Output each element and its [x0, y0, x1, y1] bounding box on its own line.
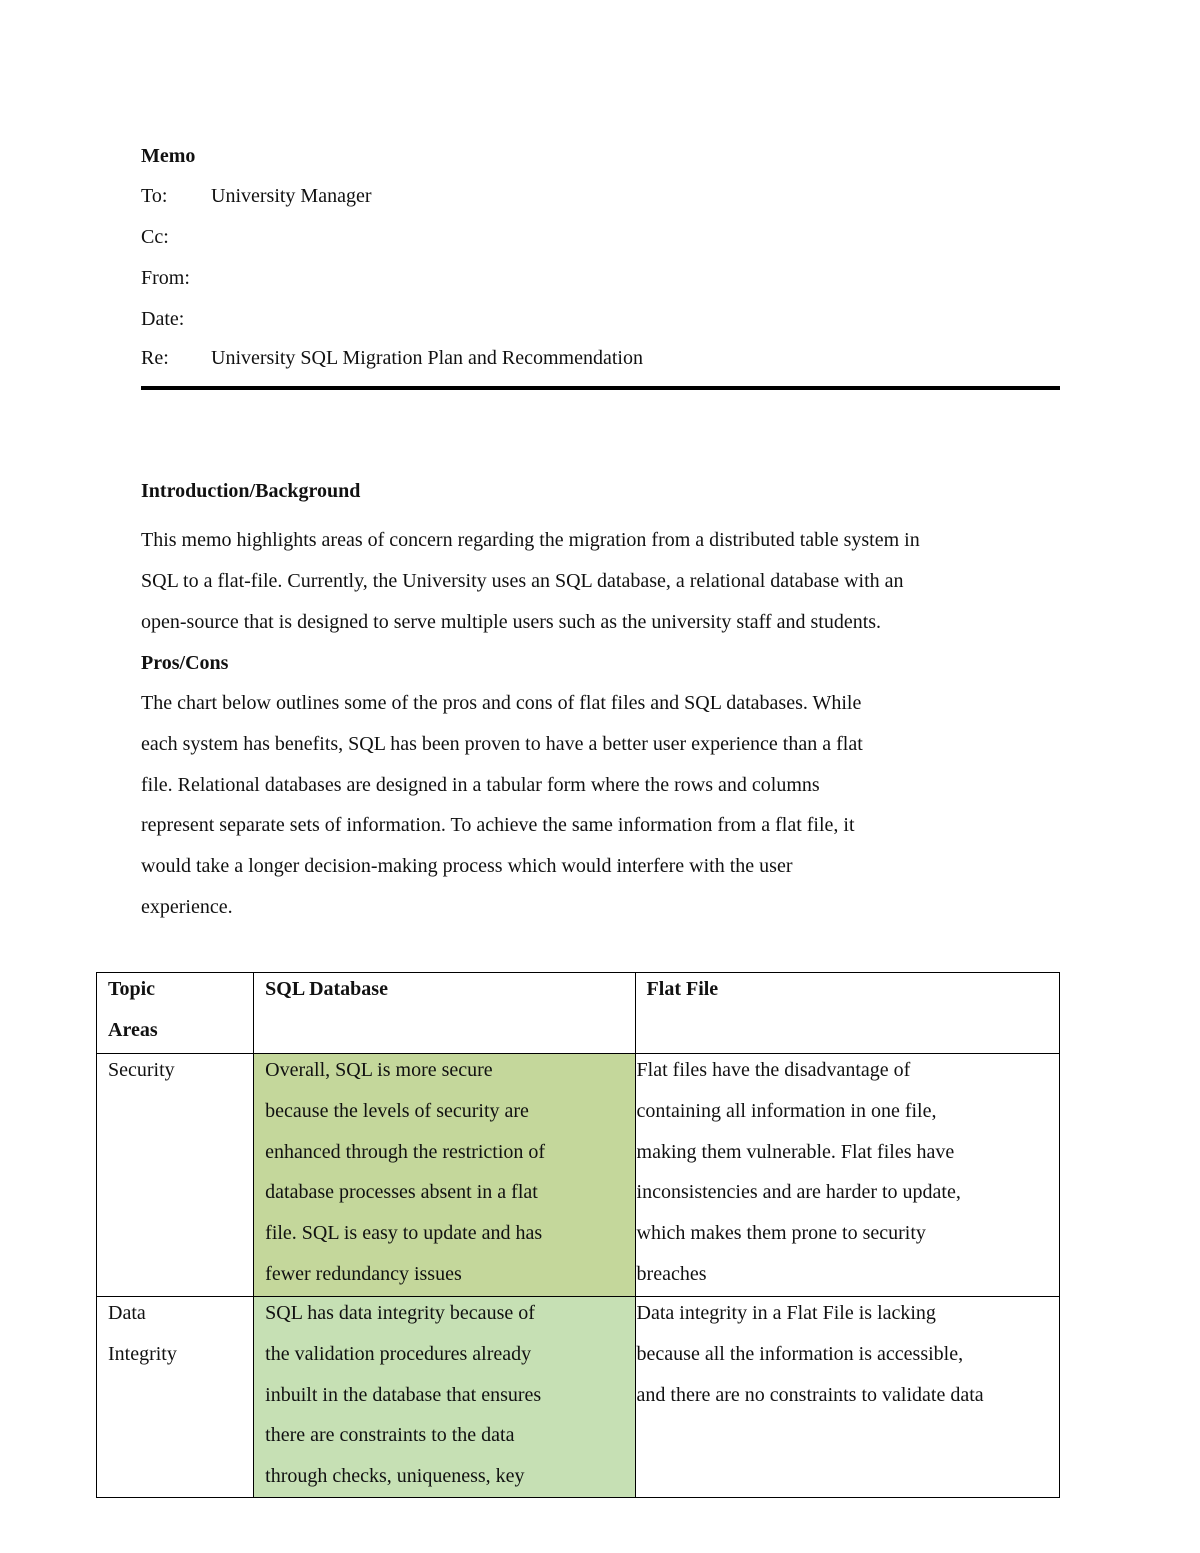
header-topic-line: Topic	[108, 978, 156, 1000]
sql-line: because the levels of security are	[265, 1099, 529, 1122]
sql-cell-data-integrity	[254, 1297, 635, 1498]
pros-cons-line: each system has benefits, SQL has been proven to have a better user experience than a flat	[141, 732, 863, 755]
flat-line: because all the information is accessible,	[636, 1342, 964, 1365]
table-row	[97, 1054, 1060, 1297]
memo-re-value: University SQL Migration Plan and Recommendation	[211, 347, 643, 369]
sql-line: through checks, uniqueness, key	[265, 1465, 525, 1488]
flat-line: Flat files have the disadvantage of	[636, 1059, 911, 1081]
table-row	[97, 1297, 1060, 1498]
pros-cons-line: represent separate sets of information. To achieve the same information from a flat file, it	[141, 814, 855, 837]
sql-cell-security	[254, 1054, 635, 1297]
pros-cons-paragraph	[141, 683, 863, 928]
header-topic-line: Areas	[108, 1018, 158, 1041]
flat-line: making them vulnerable. Flat files have	[636, 1140, 955, 1163]
flat-line: containing all information in one file,	[636, 1099, 937, 1122]
memo-from-row	[141, 265, 211, 291]
intro-line: SQL to a flat-file. Currently, the University uses an SQL database, a relational database with an	[141, 569, 904, 592]
intro-heading: Introduction/Background	[141, 480, 361, 502]
memo-date-row	[141, 306, 211, 332]
sql-line: inbuilt in the database that ensures	[265, 1383, 542, 1406]
memo-cc-row	[141, 224, 211, 250]
sql-line: there are constraints to the data	[265, 1424, 515, 1447]
sql-line: file. SQL is easy to update and has	[265, 1222, 543, 1245]
sql-line: SQL has data integrity because of	[265, 1302, 535, 1324]
topic-line: Data	[108, 1302, 146, 1324]
flat-line: inconsistencies and are harder to update,	[636, 1181, 961, 1204]
header-topic-areas	[97, 973, 254, 1054]
sql-line: enhanced through the restriction of	[265, 1140, 546, 1163]
flat-line: Data integrity in a Flat File is lacking	[636, 1302, 936, 1324]
memo-to-value: University Manager	[211, 185, 372, 207]
pros-cons-heading: Pros/Cons	[141, 652, 229, 674]
flat-line: and there are no constraints to validate data	[636, 1383, 984, 1406]
header-flat-file	[635, 973, 1059, 1054]
pros-cons-line: The chart below outlines some of the pros and cons of flat files and SQL databases. While	[141, 692, 862, 714]
flat-cell-data-integrity	[635, 1297, 1059, 1498]
topic-line: Integrity	[108, 1342, 177, 1365]
memo-to-label: To:	[141, 185, 168, 207]
sql-line: the validation procedures already	[265, 1342, 532, 1365]
header-sql-label: SQL Database	[265, 978, 388, 1000]
memo-date-label: Date:	[141, 308, 185, 330]
topic-cell-security	[97, 1054, 254, 1297]
flat-line: which makes them prone to security	[636, 1222, 926, 1245]
memo-title: Memo	[141, 145, 196, 167]
pros-cons-line: file. Relational databases are designed in a tabular form where the rows and columns	[141, 773, 820, 796]
pros-cons-line: experience.	[141, 895, 233, 918]
memo-cc-label: Cc:	[141, 226, 169, 248]
sql-line: fewer redundancy issues	[265, 1262, 462, 1285]
header-divider	[141, 386, 1060, 390]
intro-line: open-source that is designed to serve multiple users such as the university staff and students.	[141, 610, 882, 633]
memo-re-row	[141, 345, 643, 371]
memo-to-row	[141, 183, 372, 209]
flat-line: breaches	[636, 1262, 707, 1285]
comparison-table	[96, 972, 1060, 1498]
topic-line: Security	[108, 1059, 175, 1081]
header-flat-label: Flat File	[646, 978, 719, 1000]
table-header-row	[97, 973, 1060, 1054]
intro-line: This memo highlights areas of concern regarding the migration from a distributed table system in	[141, 529, 920, 551]
sql-line: Overall, SQL is more secure	[265, 1059, 493, 1081]
intro-paragraph	[141, 520, 920, 642]
memo-re-label: Re:	[141, 347, 169, 369]
topic-cell-data-integrity	[97, 1297, 254, 1498]
header-sql-database	[254, 973, 635, 1054]
memo-from-label: From:	[141, 267, 190, 289]
sql-line: database processes absent in a flat	[265, 1181, 538, 1204]
flat-cell-security	[635, 1054, 1059, 1297]
pros-cons-line: would take a longer decision-making process which would interfere with the user	[141, 855, 793, 878]
